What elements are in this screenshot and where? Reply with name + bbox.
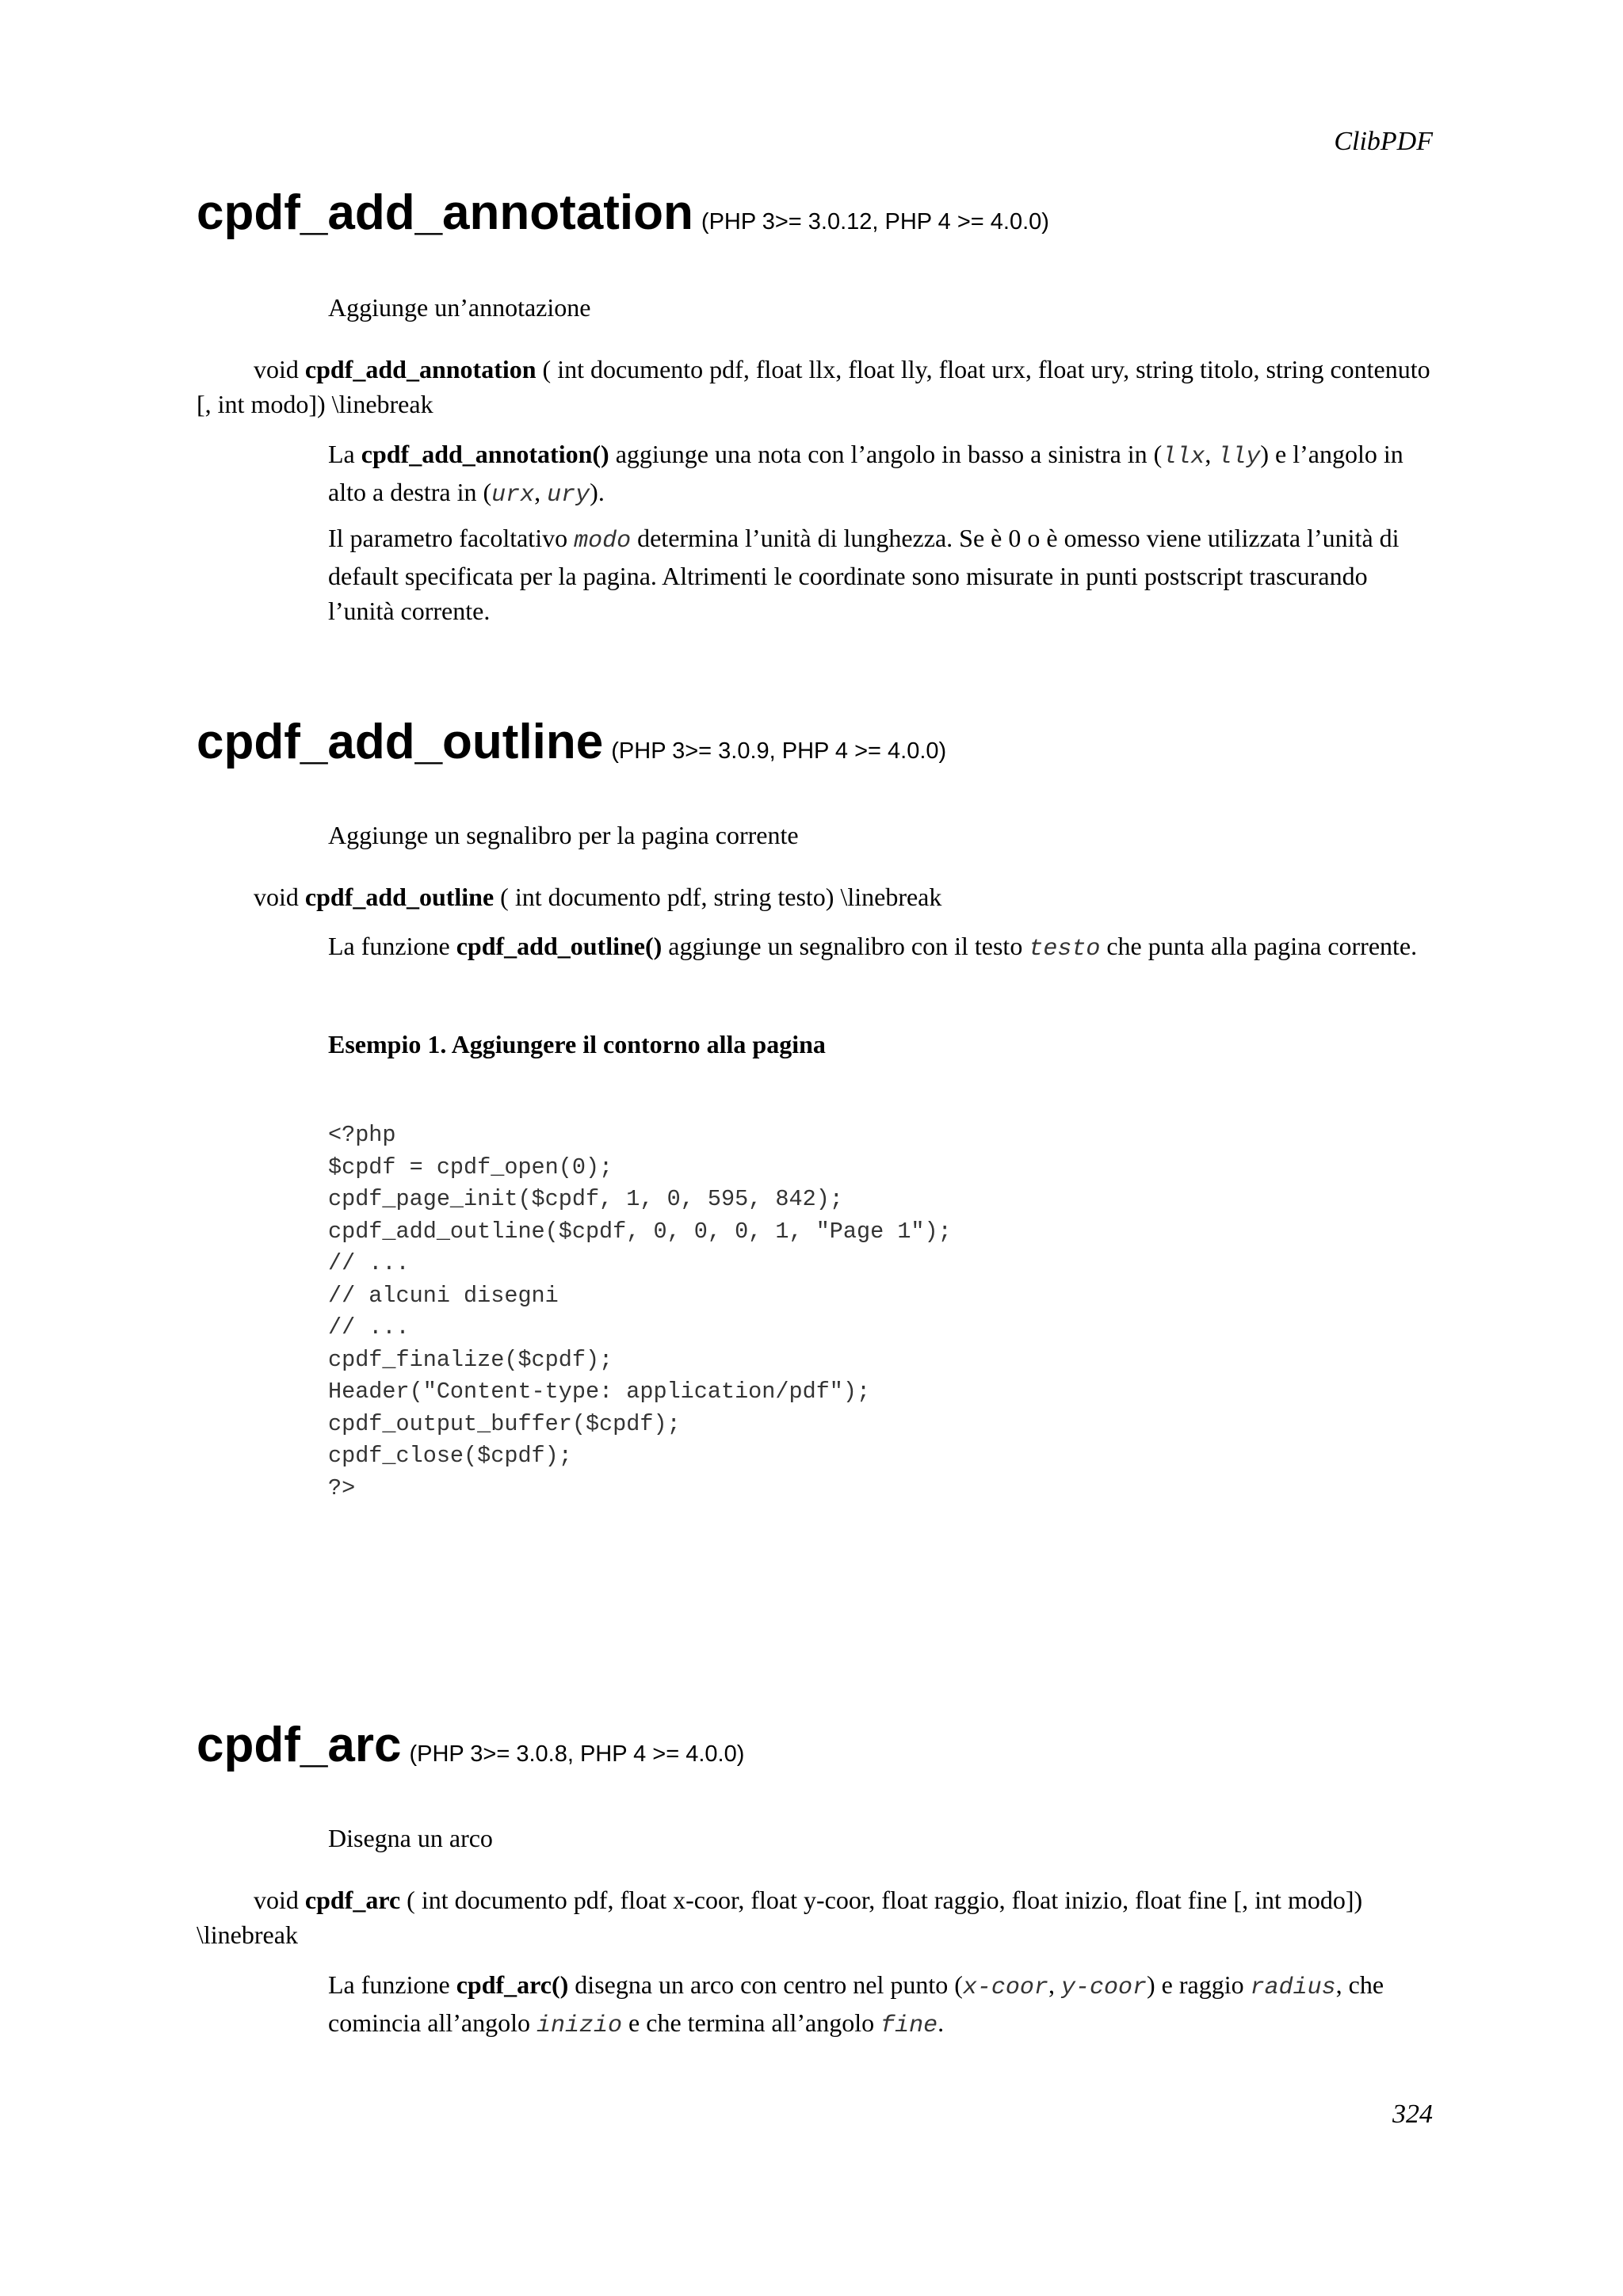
function-name: cpdf_arc (197, 1718, 402, 1772)
example-title: Esempio 1. Aggiungere il contorno alla pagina (328, 1030, 826, 1058)
parameter-lly: lly (1217, 444, 1261, 471)
function-reference: cpdf_arc() (456, 1970, 569, 1999)
purpose-text: Aggiunge un segnalibro per la pagina corrente (328, 821, 799, 849)
running-header: ClibPDF (1334, 127, 1433, 156)
function-synopsis (254, 879, 1490, 914)
code-line: ?> (328, 1474, 356, 1501)
code-line: cpdf_finalize($cpdf); (328, 1346, 613, 1373)
parameter-llx: llx (1162, 444, 1205, 471)
code-line: Header("Content-type: application/pdf"); (328, 1379, 871, 1405)
php-version: (PHP 3>= 3.0.12, PHP 4 >= 4.0.0) (701, 209, 1049, 235)
function-reference: cpdf_add_annotation() (361, 440, 609, 468)
parameter-inizio: inizio (537, 2012, 623, 2039)
code-line: // ... (328, 1314, 410, 1341)
parameter-y-coor: y-coor (1060, 1974, 1147, 2001)
code-line: cpdf_close($cpdf); (328, 1443, 572, 1469)
code-line: <?php (328, 1122, 396, 1148)
function-synopsis (197, 1882, 1441, 1952)
description-paragraph: La funzione cpdf_arc() disegna un arco con centro nel punto (x-coor, y-coor) e raggio radius, che comincia all’angolo inizio e che termina all’angolo fine. (328, 1970, 1384, 2039)
php-version: (PHP 3>= 3.0.9, PHP 4 >= 4.0.0) (611, 738, 947, 764)
synopsis-function-name: cpdf_add_annotation (304, 355, 537, 383)
php-version: (PHP 3>= 3.0.8, PHP 4 >= 4.0.0) (409, 1741, 745, 1767)
purpose-text: Aggiunge un’annotazione (328, 293, 591, 322)
section-title-cpdf-arc (197, 1718, 745, 1772)
code-line: cpdf_add_outline($cpdf, 0, 0, 0, 1, "Page 1"); (328, 1218, 952, 1245)
function-reference: cpdf_add_outline() (456, 932, 663, 960)
return-type: void (254, 883, 299, 911)
synopsis-function-name: cpdf_add_outline (304, 883, 495, 911)
return-type: void (254, 1886, 299, 1914)
parameter-urx: urx (491, 482, 535, 509)
code-line: // ... (328, 1250, 410, 1276)
function-name: cpdf_add_annotation (197, 185, 693, 240)
parameter-testo: testo (1029, 936, 1101, 963)
return-type: void (254, 355, 299, 383)
code-line: cpdf_output_buffer($cpdf); (328, 1410, 681, 1437)
parameter-x-coor: x-coor (962, 1974, 1048, 2001)
synopsis-arguments: ( int documento pdf, string testo) \linebreak (500, 883, 942, 911)
parameter-modo: modo (574, 528, 632, 555)
function-name: cpdf_add_outline (197, 715, 604, 769)
parameter-fine: fine (880, 2012, 938, 2039)
parameter-ury: ury (547, 482, 590, 509)
page-number: 324 (1392, 2100, 1433, 2129)
parameter-radius: radius (1250, 1974, 1336, 2001)
code-line: // alcuni disegni (328, 1282, 559, 1309)
section-title-cpdf-add-outline (197, 715, 947, 769)
synopsis-arguments: ( int documento pdf, float x-coor, float y-coor, float raggio, float inizio, float fine [, int modo]) \linebreak (197, 1886, 1363, 1949)
description-paragraph-mode: Il parametro facoltativo modo determina l’unità di lunghezza. Se è 0 o è omesso viene utilizzata l’unità di default specificata per la pagina. Altrimenti le coordinate sono misurate in punti postscript trascurando l’unità corrente. (328, 524, 1400, 625)
description-paragraph: La cpdf_add_annotation() aggiunge una nota con l’angolo in basso a sinistra in (llx, lly) e l’angolo in alto a destra in (urx, ury). (328, 440, 1403, 509)
function-synopsis (197, 352, 1433, 421)
section-title-cpdf-add-annotation (197, 185, 1049, 240)
purpose-text: Disegna un arco (328, 1824, 493, 1852)
synopsis-function-name: cpdf_arc (304, 1886, 401, 1914)
description-paragraph: La funzione cpdf_add_outline() aggiunge un segnalibro con il testo testo che punta alla pagina corrente. (328, 932, 1418, 963)
synopsis-arguments: ( int documento pdf, float llx, float lly, float urx, float ury, string titolo, string contenuto [, int modo]) \linebreak (197, 355, 1430, 418)
code-example (328, 1119, 952, 1505)
code-line: $cpdf = cpdf_open(0); (328, 1154, 613, 1180)
code-line: cpdf_page_init($cpdf, 1, 0, 595, 842); (328, 1186, 843, 1212)
